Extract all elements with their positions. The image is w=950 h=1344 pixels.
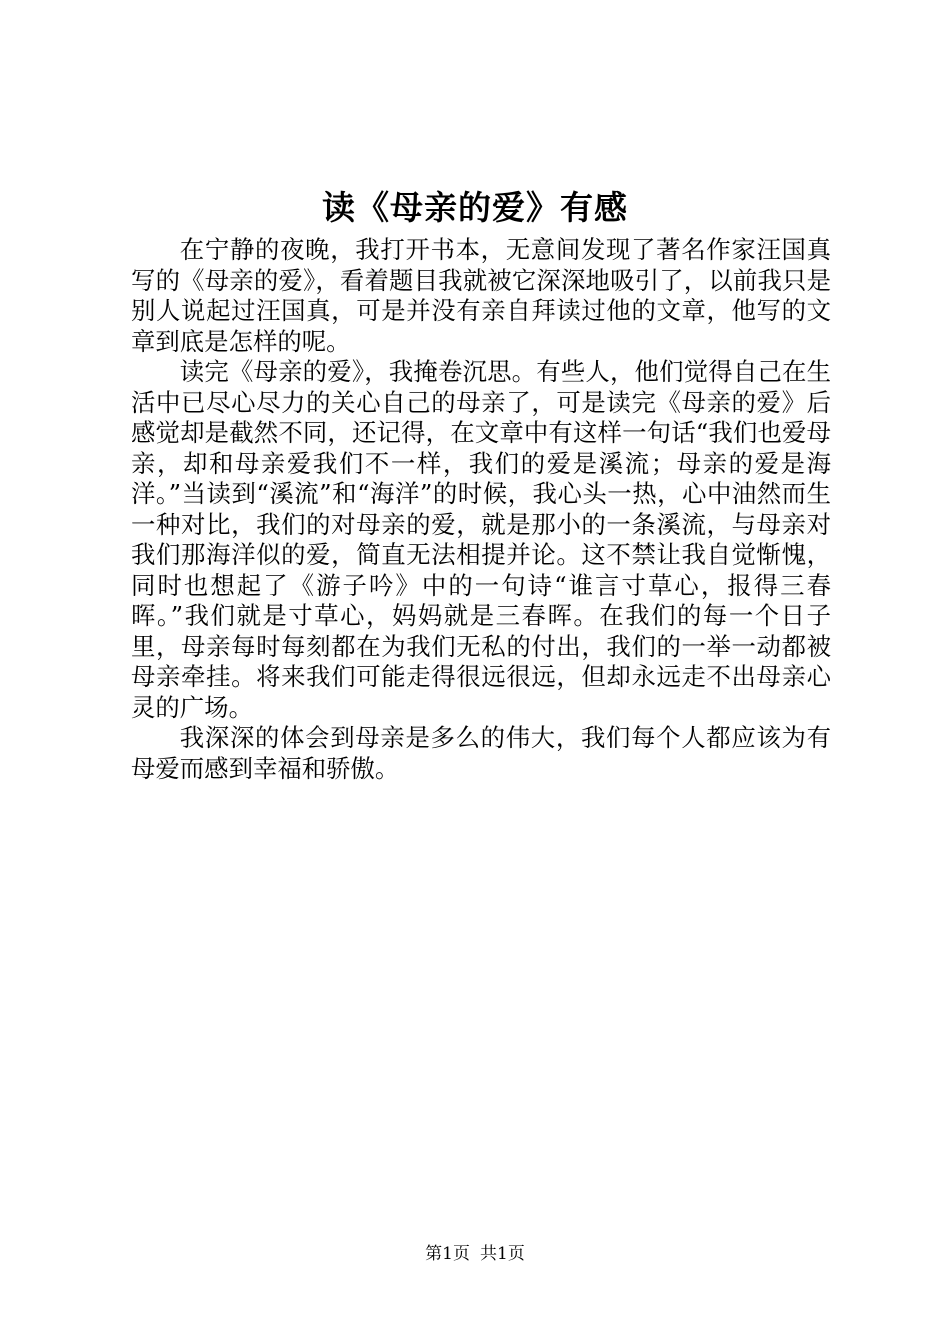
page-number-current: 第1页 <box>425 1244 470 1264</box>
document-body <box>131 235 831 784</box>
paragraph: 读完《母亲的爱》，我掩卷沉思。有些人，他们觉得自己在生活中已尽心尽力的关心自己的母亲了，可是读完《母亲的爱》后感觉却是截然不同，还记得，在文章中有这样一句话“我们也爱母亲，却和母亲爱我们不一样，我们的爱是溪流；母亲的爱是海洋。”当读到“溪流”和“海洋”的时候，我心头一热，心中油然而生一种对比，我们的对母亲的爱，就是那小的一条溪流，与母亲对我们那海洋似的爱，简直无法相提并论。这不禁让我自觉惭愧，同时也想起了《游子吟》中的一句诗“谁言寸草心，报得三春晖。”我们就是寸草心，妈妈就是三春晖。在我们的每一个日子里，母亲每时每刻都在为我们无私的付出，我们的一举一动都被母亲牵挂。将来我们可能走得很远很远，但却永远走不出母亲心灵的广场。 <box>131 357 831 722</box>
document-title: 读《母亲的爱》有感 <box>322 188 628 227</box>
page-number-total: 共1页 <box>480 1244 525 1264</box>
paragraph: 我深深的体会到母亲是多么的伟大，我们每个人都应该为有母爱而感到幸福和骄傲。 <box>131 723 831 783</box>
page-footer <box>0 1243 950 1265</box>
paragraph: 在宁静的夜晚，我打开书本，无意间发现了著名作家汪国真写的《母亲的爱》，看着题目我就被它深深地吸引了，以前我只是别人说起过汪国真，可是并没有亲自拜读过他的文章，他写的文章到底是怎样的呢。 <box>131 235 831 356</box>
